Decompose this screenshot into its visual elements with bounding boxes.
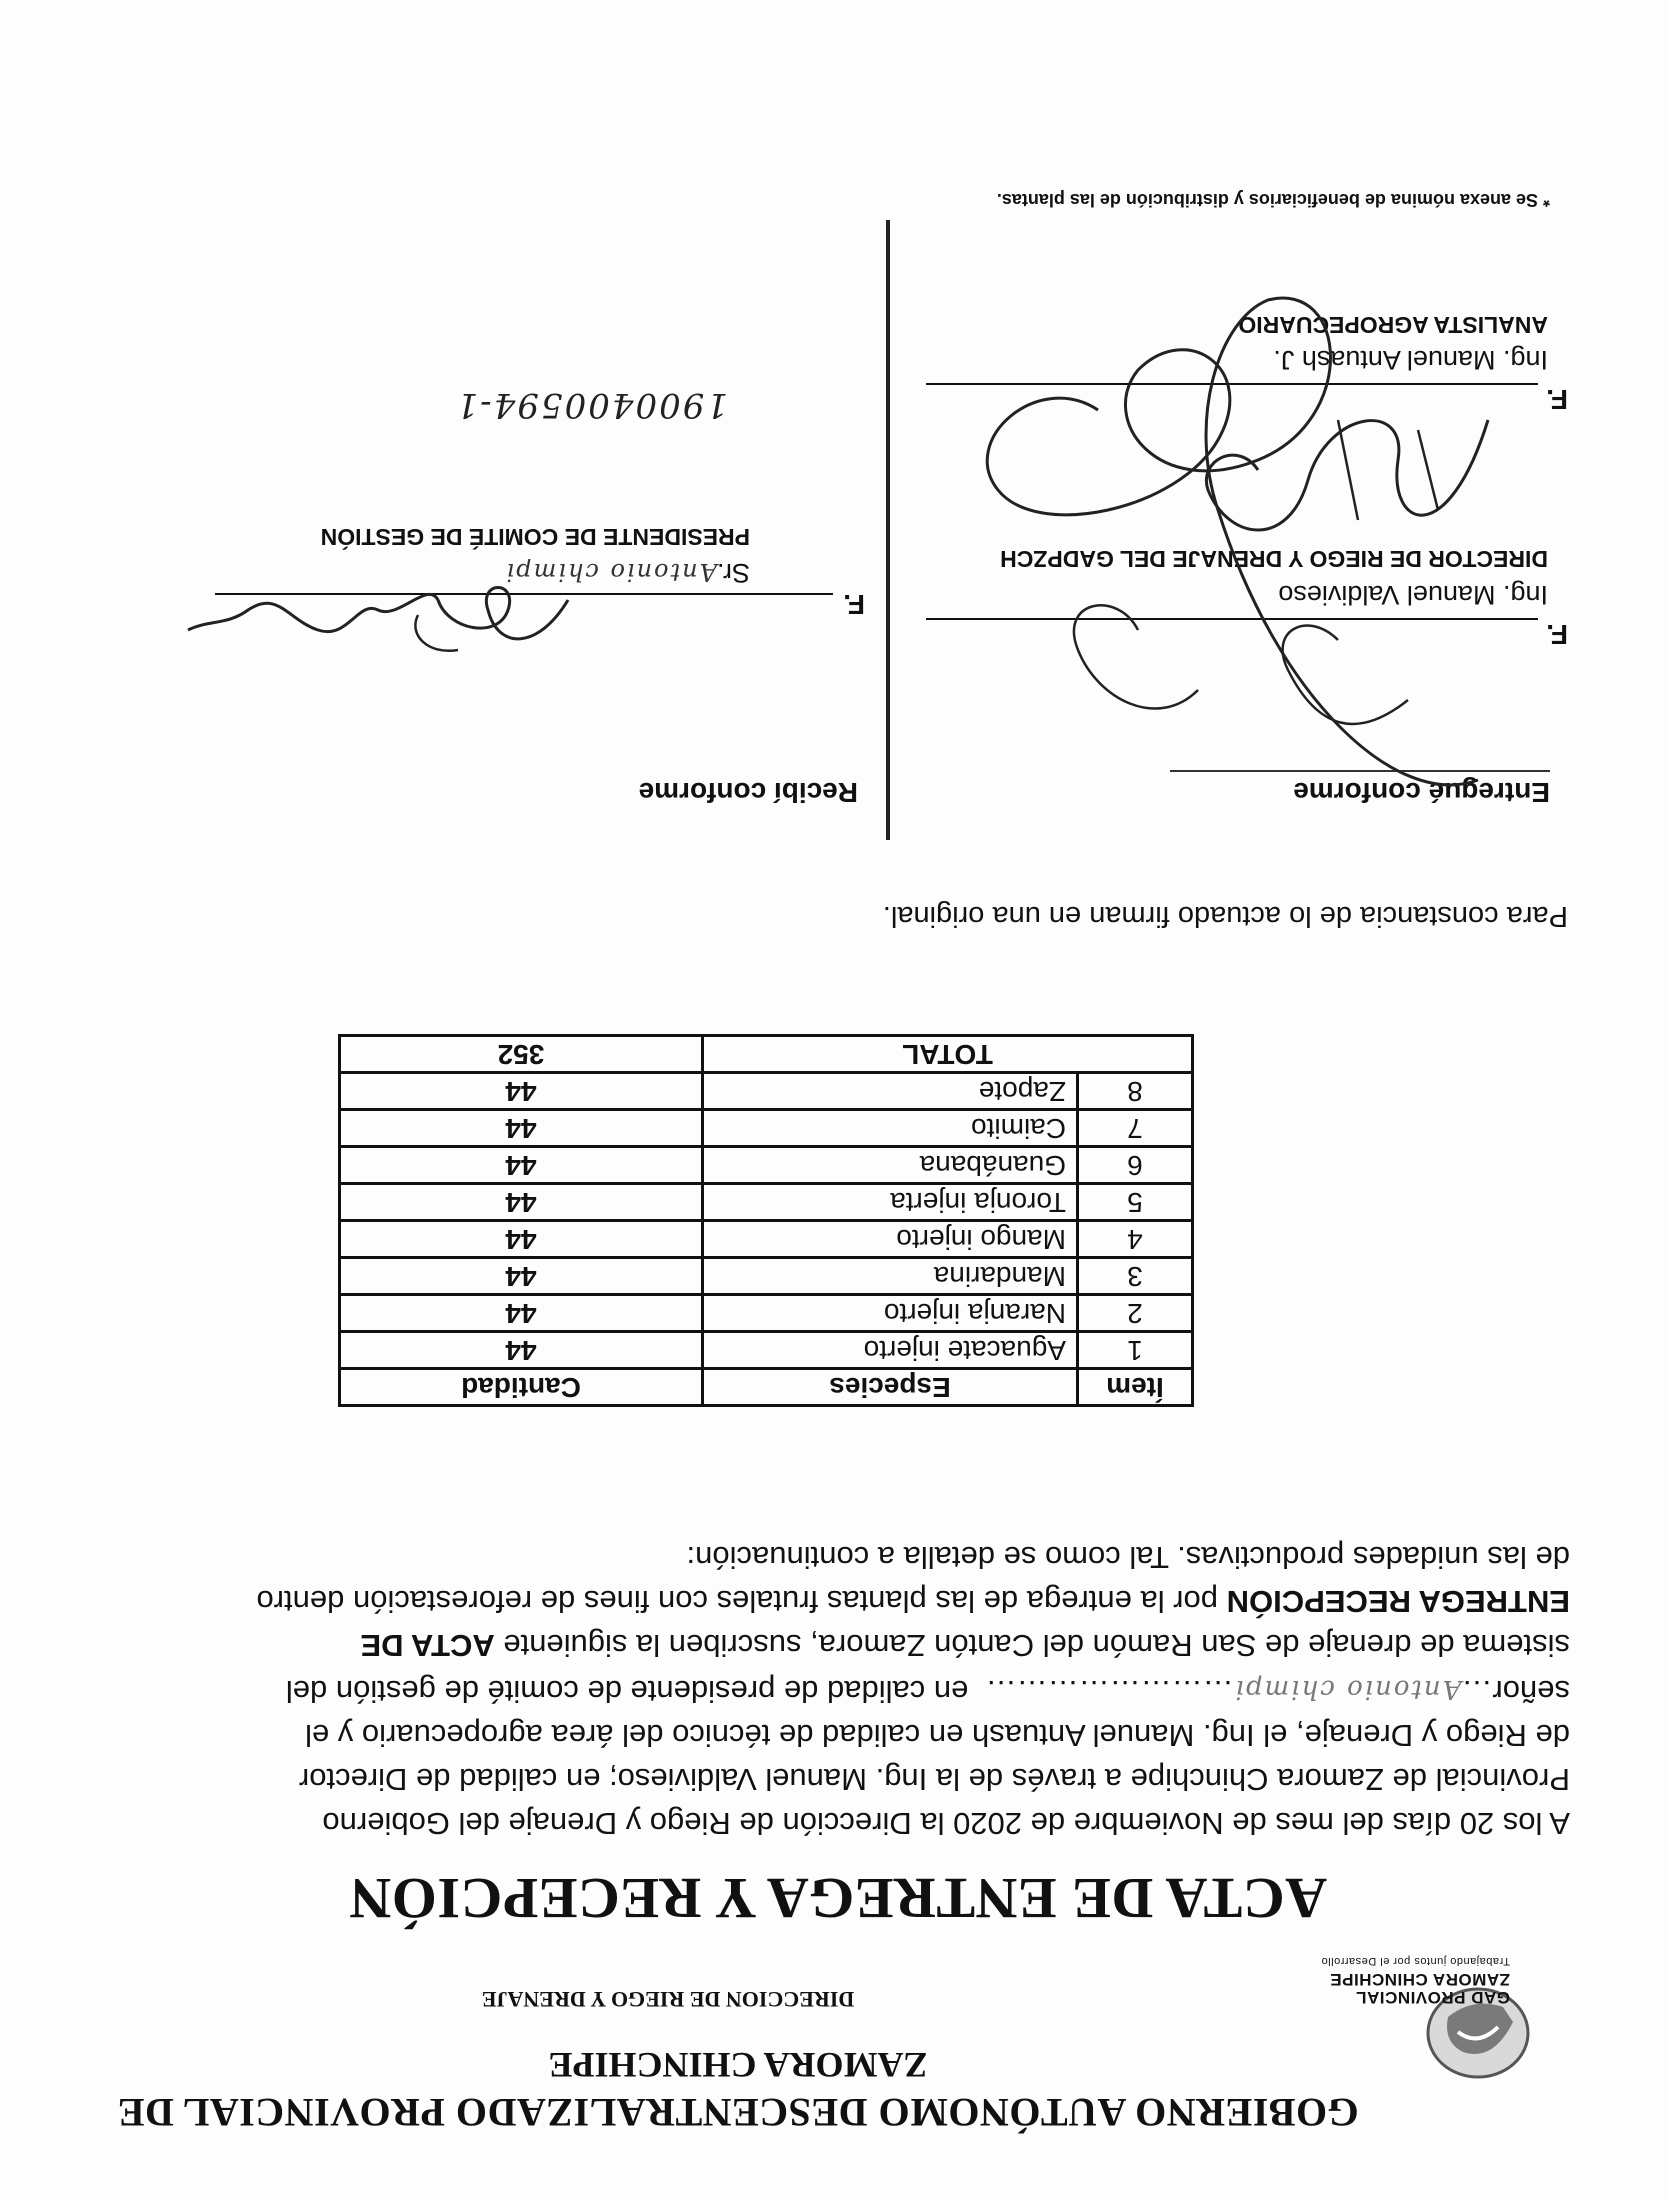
logo-caption bbox=[1240, 1952, 1510, 2006]
body-paragraph bbox=[90, 1535, 1570, 1845]
table-total-row bbox=[340, 1036, 1193, 1073]
paragraph-line-4: señor…Antonio chimpi…………………… en calidad de presidente de comité de gestión del bbox=[285, 1674, 1570, 1709]
delivered-label: Entregué conforme bbox=[1293, 777, 1550, 808]
quantity-cell: 44 bbox=[340, 1110, 703, 1147]
species-cell: Toronja injerta bbox=[703, 1184, 1078, 1221]
document-title: ACTA DE ENTREGA Y RECEPCIÓN bbox=[348, 1866, 1328, 1931]
plants-table bbox=[338, 1034, 1194, 1407]
paragraph-line-1: A los 20 días del mes de Noviembre de 2020 la Dirección de Riego y Drenaje del Gobierno bbox=[322, 1806, 1570, 1841]
footnote: * Se anexa nómina de beneficiarios y distribución de las plantas. bbox=[996, 190, 1550, 210]
item-cell: 3 bbox=[1078, 1258, 1193, 1295]
quantity-cell: 44 bbox=[340, 1073, 703, 1110]
analyst-signature-icon bbox=[1148, 390, 1508, 570]
director-name: Ing. Manuel Valdivieso bbox=[1278, 580, 1548, 610]
handwritten-president-name: Antonio chimpi bbox=[1233, 1674, 1462, 1704]
total-value: 352 bbox=[340, 1036, 703, 1073]
paragraph-line-5-text: sistema de drenaje de San Ramón del Cantón Zamora, suscriben la siguiente bbox=[494, 1628, 1570, 1663]
acta-de-bold: ACTA DE bbox=[360, 1628, 495, 1663]
president-f-label: F. bbox=[843, 589, 865, 620]
table-row bbox=[340, 1073, 1193, 1110]
president-role: PRESIDENTE DE COMITÉ DE GESTIÓN bbox=[320, 524, 750, 550]
item-cell: 2 bbox=[1078, 1295, 1193, 1332]
table-row bbox=[340, 1258, 1193, 1295]
table-row bbox=[340, 1332, 1193, 1369]
analyst-role: ANALISTA AGROPECUARIO bbox=[1238, 312, 1548, 338]
logo-line-2: ZAMORA CHINCHIPE bbox=[1329, 1970, 1510, 1989]
species-cell: Caimito bbox=[703, 1110, 1078, 1147]
quantity-cell: 44 bbox=[340, 1258, 703, 1295]
closing-statement: Para constancia de lo actuado firman en una original. bbox=[882, 900, 1568, 932]
analyst-f-label: F. bbox=[1546, 384, 1568, 415]
quantity-cell: 44 bbox=[340, 1295, 703, 1332]
header-species: Especies bbox=[703, 1369, 1078, 1406]
item-cell: 1 bbox=[1078, 1332, 1193, 1369]
species-cell: Zapote bbox=[703, 1073, 1078, 1110]
table-row bbox=[340, 1147, 1193, 1184]
logo-line-3: Trabajando juntos por el Desarrollo bbox=[1321, 1955, 1510, 1967]
quantity-cell: 44 bbox=[340, 1221, 703, 1258]
director-role: DIRECTOR DE RIEGO Y DRENAJE DEL GADPZCH bbox=[1000, 546, 1548, 572]
quantity-cell: 44 bbox=[340, 1184, 703, 1221]
species-cell: Aguacate injerto bbox=[703, 1332, 1078, 1369]
table-row bbox=[340, 1295, 1193, 1332]
item-cell: 5 bbox=[1078, 1184, 1193, 1221]
logo-line-1: GAD PROVINCIAL bbox=[1355, 1988, 1510, 2007]
total-label: TOTAL bbox=[703, 1036, 1193, 1073]
entrega-recepcion-bold: ENTREGA RECEPCIÓN bbox=[1226, 1584, 1570, 1619]
institution-title: GOBIERNO AUTÓNOMO DESCENTRALIZADO PROVINCIAL DE bbox=[117, 2090, 1359, 2135]
president-signature-icon bbox=[178, 570, 578, 660]
president-handwritten-name: Antonio chimpi bbox=[504, 558, 717, 586]
senor-label: señor bbox=[1492, 1674, 1570, 1709]
quantity-cell: 44 bbox=[340, 1147, 703, 1184]
paragraph-line-2: Provincial de Zamora Chinchipe a través de la Ing. Manuel Valdivieso; en calidad de Director bbox=[298, 1762, 1570, 1797]
table-row bbox=[340, 1184, 1193, 1221]
paragraph-line-7: de las unidades productivas. Tal como se detalla a continuación: bbox=[686, 1540, 1570, 1575]
paragraph-line-6 bbox=[90, 1579, 1570, 1623]
species-cell: Mango injerto bbox=[703, 1221, 1078, 1258]
paragraph-line-6-text: por la entrega de las plantas frutales con fines de reforestación dentro bbox=[256, 1584, 1227, 1619]
header-item: Ítem bbox=[1078, 1369, 1193, 1406]
table-row bbox=[340, 1110, 1193, 1147]
species-cell: Guanábana bbox=[703, 1147, 1078, 1184]
director-f-label: F. bbox=[1546, 619, 1568, 650]
president-id-handwritten: 1900400594-1 bbox=[454, 385, 728, 425]
species-cell: Naranja injerto bbox=[703, 1295, 1078, 1332]
table-row bbox=[340, 1221, 1193, 1258]
signature-divider bbox=[886, 220, 890, 840]
header-quantity: Cantidad bbox=[340, 1369, 703, 1406]
species-cell: Mandarina bbox=[703, 1258, 1078, 1295]
analyst-name: Ing. Manuel Antuash J. bbox=[1273, 345, 1548, 375]
item-cell: 8 bbox=[1078, 1073, 1193, 1110]
table-header-row bbox=[340, 1369, 1193, 1406]
institution-subtitle: ZAMORA CHINCHIPE bbox=[548, 2045, 928, 2085]
president-prefix: Sr. bbox=[716, 558, 750, 588]
paragraph-line-3: de Riego y Drenaje, el Ing. Manuel Antuash en calidad de técnico del área agropecuario y el bbox=[305, 1718, 1570, 1753]
item-cell: 6 bbox=[1078, 1147, 1193, 1184]
quantity-cell: 44 bbox=[340, 1332, 703, 1369]
paragraph-line-4-tail: en calidad de presidente de comité de gestión del bbox=[285, 1674, 969, 1709]
paragraph-line-5 bbox=[90, 1623, 1570, 1667]
received-label: Recibí conforme bbox=[638, 777, 858, 808]
item-cell: 7 bbox=[1078, 1110, 1193, 1147]
department-name: DIRECCION DE RIEGO Y DRENAJE bbox=[481, 1987, 855, 2012]
item-cell: 4 bbox=[1078, 1221, 1193, 1258]
